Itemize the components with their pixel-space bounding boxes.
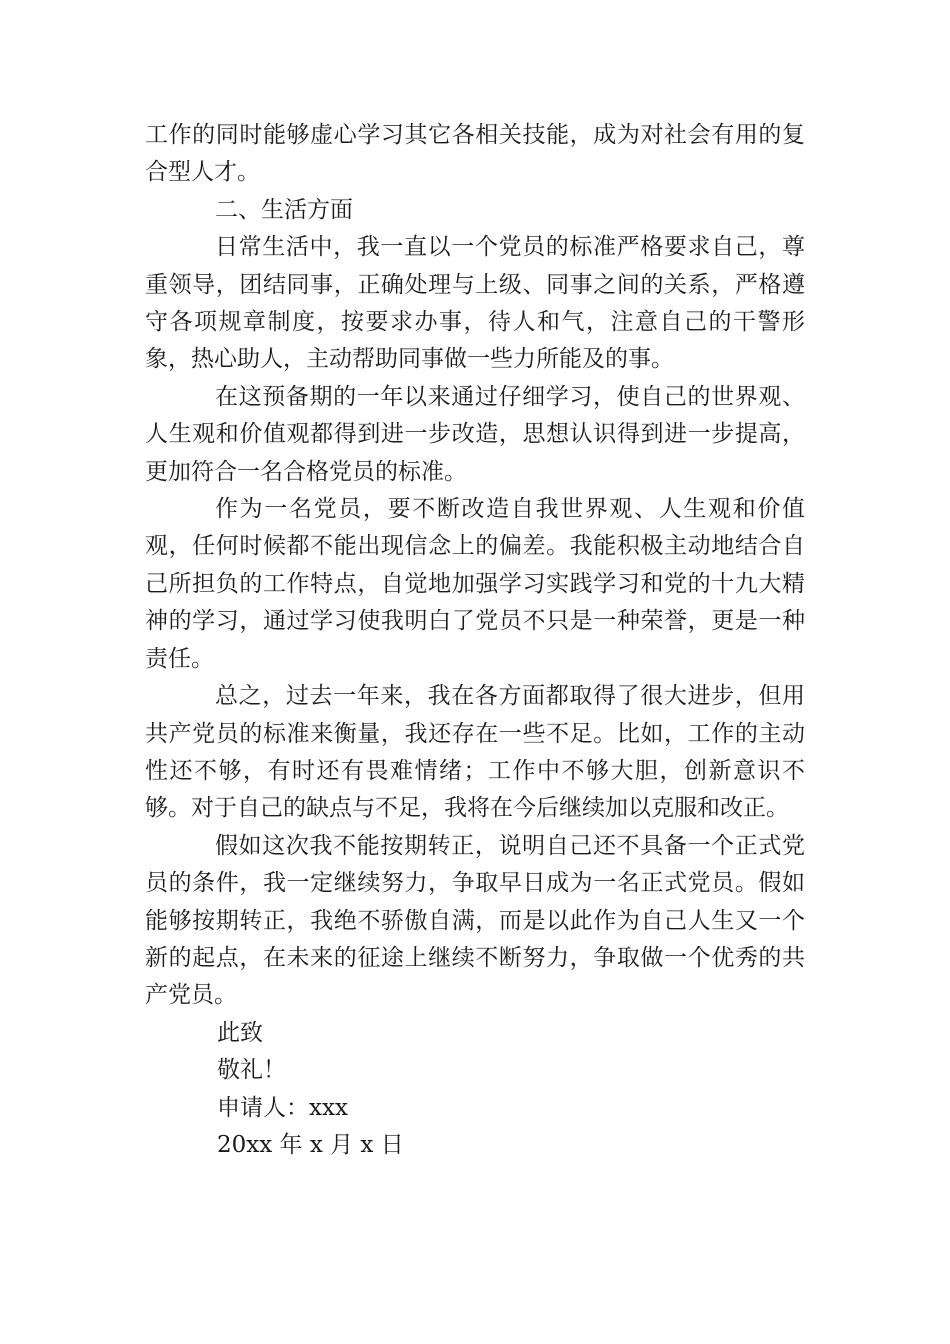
paragraph-probation-year: 在这预备期的一年以来通过仔细学习，使自己的世界观、人生观和价值观都得到进一步改造，思想认识得到进一步提高，更加符合一名合格党员的标准。 (145, 383, 805, 485)
paragraph-daily-life: 日常生活中，我一直以一个党员的标准严格要求自己，尊重领导，团结同事，正确处理与上级、同事之间的关系，严格遵守各项规章制度，按要求办事，待人和气，注意自己的干警形象，热心助人，主动帮助同事做一些力所能及的事。 (145, 234, 805, 373)
paragraph-conversion: 假如这次我不能按期转正，说明自己还不具备一个正式党员的条件，我一定继续努力，争取早日成为一名正式党员。假如能够按期转正，我绝不骄傲自满，而是以此作为自己人生又一个新的起点，在未来的征途上继续不断努力，争取做一个优秀的共产党员。 (145, 832, 805, 1009)
applicant-line: 申请人：xxx (217, 1094, 348, 1121)
paragraph-continued: 工作的同时能够虚心学习其它各相关技能，成为对社会有用的复合型人才。 (145, 122, 805, 186)
paragraph-summary: 总之，过去一年来，我在各方面都取得了很大进步，但用共产党员的标准来衡量，我还存在一些不足。比如，工作的主动性还不够，有时还有畏难情绪；工作中不够大胆，创新意识不够。对于自己的缺点与不足，我将在今后继续加以克服和改正。 (145, 683, 805, 822)
section-heading-life: 二、生活方面 (215, 196, 353, 223)
paragraph-as-party-member: 作为一名党员，要不断改造自我世界观、人生观和价值观，任何时候都不能出现信念上的偏差。我能积极主动地结合自己所担负的工作特点，自觉地加强学习实践学习和党的十九大精神的学习，通过学习使我明白了党员不只是一种荣誉，更是一种责任。 (145, 496, 805, 672)
closing-regards: 敬礼！ (217, 1057, 286, 1084)
closing-salutation: 此致 (217, 1019, 263, 1046)
document-page (145, 117, 805, 1164)
date-line: 20xx 年 x 月 x 日 (217, 1131, 404, 1158)
